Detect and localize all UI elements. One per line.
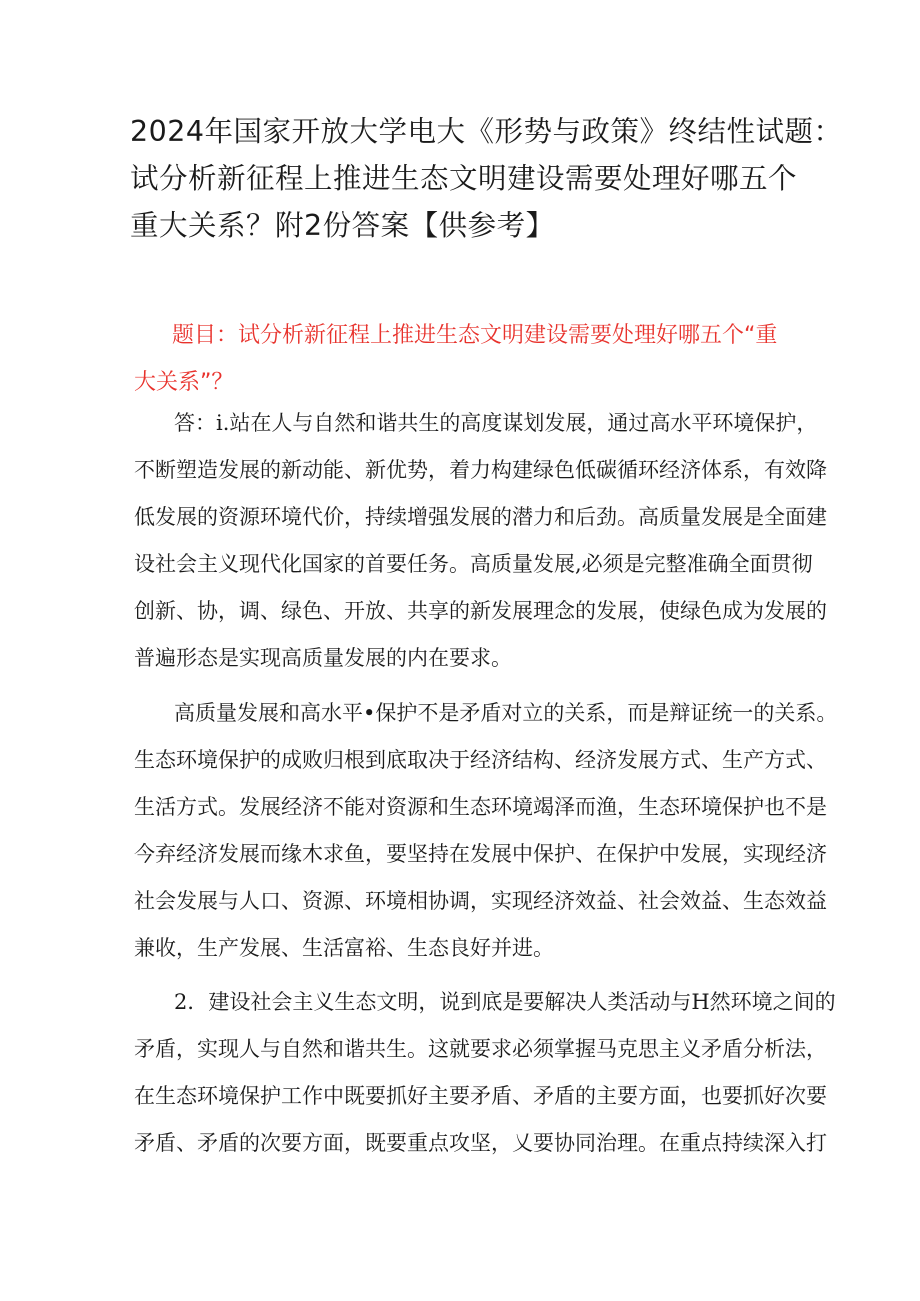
paragraph-line: 矛盾、矛盾的次要方面，既要重点攻坚，乂要协同治理。在重点持续深入打 [134,1131,827,1155]
title-line-1: 2024年国家开放大学电大《形势与政策》终结性试题： [130,115,843,148]
paragraph-line: 生态环境保护的成败归根到底取决于经济结构、经济发展方式、生产方式、 [134,748,827,772]
answer-paragraph-1 [134,400,827,682]
answer-paragraph-2 [134,690,838,972]
title-line-2: 试分析新征程上推进生态文明建设需要处理好哪五个 [130,162,798,195]
question-line-1: 题目：试分析新征程上推进生态文明建设需要处理好哪五个“重 [172,323,778,348]
paragraph-line: 兼收，生产发展、生活富裕、生态良好并进。 [134,936,554,960]
title-line-3: 重大关系？附2份答案【供参考】 [130,209,555,242]
paragraph-line: 社会发展与人口、资源、环境相协调，实现经济效益、社会效益、生态效益 [134,889,827,913]
paragraph-line: 生活方式。发展经济不能对资源和生态环境竭泽而渔，生态环境保护也不是 [134,795,827,819]
paragraph-line: 创新、协，调、绿色、开放、共享的新发展理念的发展，使绿色成为发展的 [134,599,827,623]
paragraph-line: 普遍形态是实现高质量发展的内在要求。 [134,646,512,670]
document-title [130,108,843,249]
question-heading [134,312,794,406]
paragraph-line: 2．建设社会主义生态文明，说到底是要解决人类活动与H然环境之间的 [174,990,836,1014]
paragraph-line: 答：i.站在人与自然和谐共生的高度谋划发展，通过高水平环境保护， [174,411,818,435]
paragraph-line: 矛盾，实现人与自然和谐共生。这就要求必须掌握马克思主义矛盾分析法， [134,1037,827,1061]
paragraph-line: 设社会主义现代化国家的首要任务。高质量发展,必须是完整准确全面贯彻 [134,552,813,576]
paragraph-line: 在生态环境保护工作中既要抓好主要矛盾、矛盾的主要方面，也要抓好次要 [134,1084,827,1108]
paragraph-line: 今弃经济发展而缘木求鱼，要坚持在发展中保护、在保护中发展，实现经济 [134,842,827,866]
answer-paragraph-3 [134,979,836,1167]
paragraph-line: 低发展的资源环境代价，持续增强发展的潜力和后劲。高质量发展是全面建 [134,505,827,529]
paragraph-line: 高质量发展和高水平•保护不是矛盾对立的关系，而是辩证统一的关系。 [174,701,838,725]
paragraph-line: 不断塑造发展的新动能、新优势，着力构建绿色低碳循环经济体系，有效降 [134,458,827,482]
question-line-2: 大关系”？ [134,370,234,395]
